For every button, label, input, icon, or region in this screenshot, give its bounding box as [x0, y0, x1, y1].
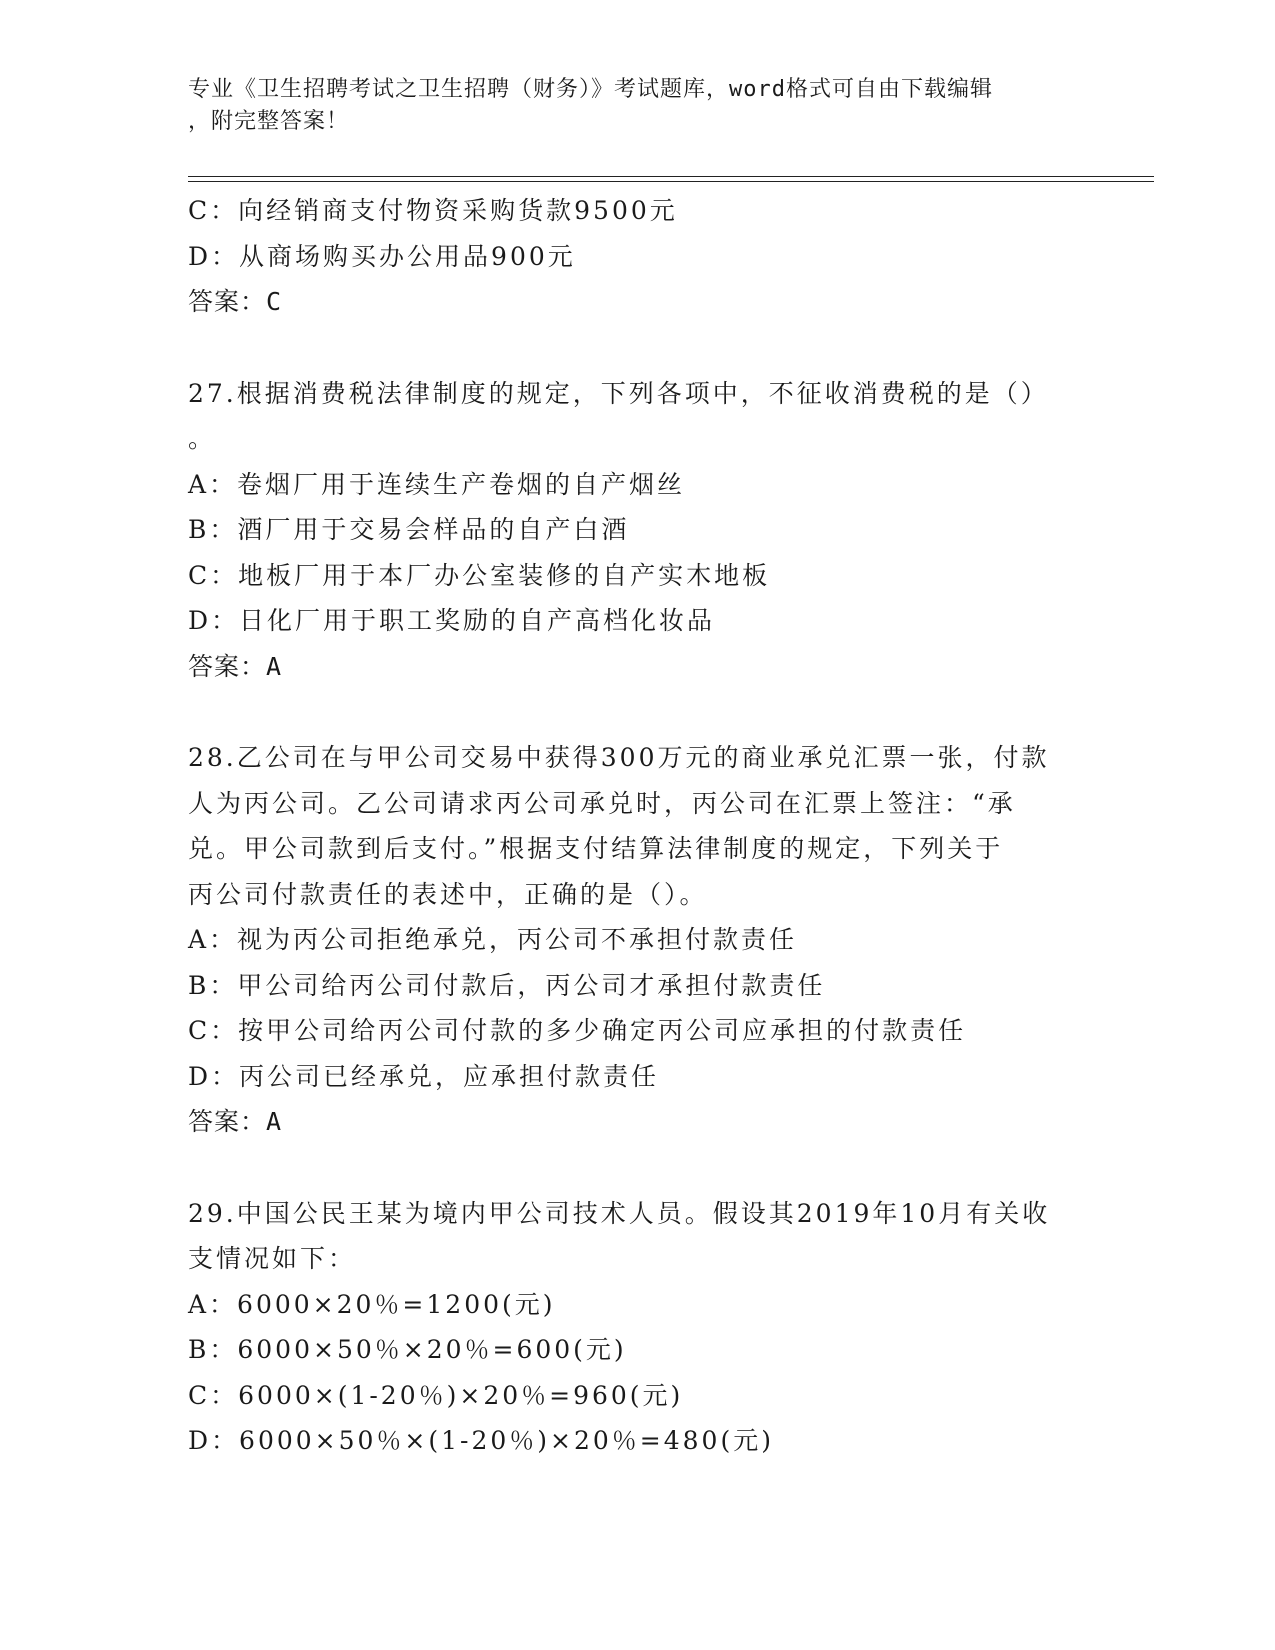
option-c: C：按甲公司给丙公司付款的多少确定丙公司应承担的付款责任 — [188, 1016, 967, 1045]
document-header — [188, 74, 1068, 138]
question-content — [188, 188, 1088, 1464]
option-c: C：向经销商支付物资采购货款9500元 — [188, 196, 678, 225]
option-d: D：丙公司已经承兑，应承担付款责任 — [188, 1061, 660, 1091]
option-a: A：视为丙公司拒绝承兑，丙公司不承担付款责任 — [188, 925, 798, 954]
question-text: 支情况如下： — [188, 1244, 357, 1273]
question-28 — [188, 735, 1088, 1145]
answer-line: 答案：C — [188, 287, 283, 316]
option-c: C：6000×(1-20％)×20％=960(元) — [188, 1380, 684, 1410]
header-line-2: ，附完整答案！ — [188, 109, 350, 134]
question-text: 人为丙公司。乙公司请求丙公司承兑时，丙公司在汇票上签注：“承 — [188, 788, 1016, 818]
option-a: A：6000×20％=1200(元) — [188, 1289, 556, 1319]
question-text: 27.根据消费税法律制度的规定，下列各项中，不征收消费税的是（） — [188, 378, 1049, 408]
spacer — [188, 689, 1088, 735]
spacer — [188, 325, 1088, 371]
header-rule-bottom — [188, 181, 1154, 182]
question-text: 。 — [188, 424, 217, 453]
question-text: 29.中国公民王某为境内甲公司技术人员。假设其2019年10月有关收 — [188, 1198, 1051, 1228]
option-d: D：6000×50％×(1-20％)×20％=480(元) — [188, 1426, 774, 1455]
question-text: 丙公司付款责任的表述中，正确的是（）。 — [188, 879, 708, 909]
question-text: 兑。甲公司款到后支付。”根据支付结算法律制度的规定，下列关于 — [188, 834, 1004, 863]
question-27 — [188, 371, 1088, 690]
question-29 — [188, 1191, 1088, 1464]
answer-line: 答案：A — [188, 651, 283, 681]
option-a: A：卷烟厂用于连续生产卷烟的自产烟丝 — [188, 469, 686, 499]
header-rule-top — [188, 176, 1154, 177]
spacer — [188, 1145, 1088, 1191]
option-d: D：日化厂用于职工奖励的自产高档化妆品 — [188, 606, 716, 635]
option-d: D：从商场购买办公用品900元 — [188, 241, 576, 271]
option-b: B：甲公司给丙公司付款后，丙公司才承担付款责任 — [188, 970, 826, 1000]
option-c: C：地板厂用于本厂办公室装修的自产实木地板 — [188, 560, 771, 590]
header-line-1: 专业《卫生招聘考试之卫生招聘（财务）》考试题库，word格式可自由下载编辑 — [188, 77, 993, 102]
question-text: 28.乙公司在与甲公司交易中获得300万元的商业承兑汇票一张，付款 — [188, 743, 1050, 772]
option-b: B：6000×50％×20％=600(元) — [188, 1335, 627, 1364]
option-b: B：酒厂用于交易会样品的自产白酒 — [188, 515, 630, 544]
answer-line: 答案：A — [188, 1107, 283, 1136]
